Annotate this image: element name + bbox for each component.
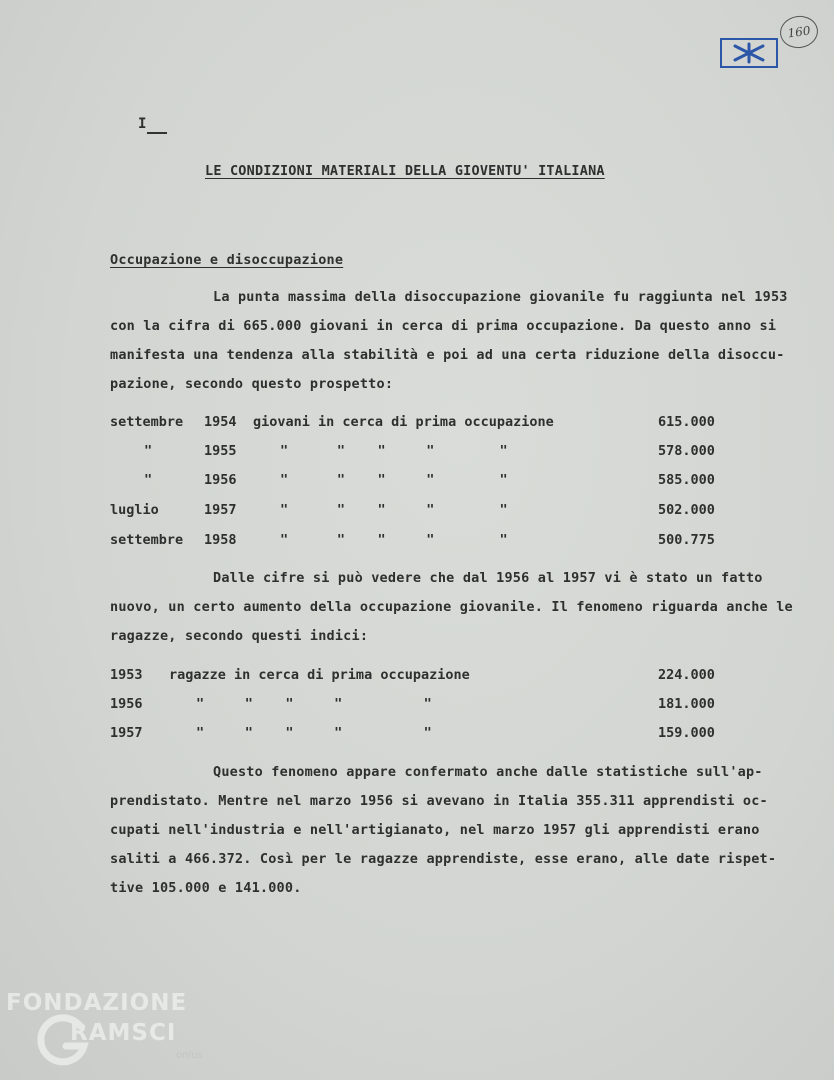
table-cell-desc: " " " " ": [280, 443, 508, 459]
page-number-stamp: 160: [778, 14, 820, 51]
paragraph-3: [110, 758, 790, 903]
watermark-line: onlus: [176, 1050, 203, 1061]
table-row: [110, 667, 720, 689]
paragraph-line: Questo fenomeno appare confermato anche dalle statistiche sull'ap-: [213, 764, 763, 780]
watermark-line: FONDAZIONE: [6, 990, 188, 1016]
table-cell-value: 224.000: [658, 667, 715, 683]
paragraph-line: saliti a 466.372. Così per le ragazze apprendiste, esse erano, alle date rispet-: [110, 851, 777, 867]
table-row: [110, 725, 720, 747]
table-cell-month: settembre: [110, 532, 184, 548]
asterisk-stamp-icon: [729, 42, 769, 64]
paragraph-line: cupati nell'industria e nell'artigianato, nel marzo 1957 gli apprendisti erano: [110, 822, 760, 838]
table-cell-desc: " " " " ": [280, 532, 508, 548]
paragraph-1: [110, 283, 790, 399]
fondazione-gramsci-watermark: [6, 990, 216, 1070]
table-cell-month: ": [144, 443, 153, 459]
section-heading: Occupazione e disoccupazione: [110, 252, 344, 268]
table-cell-value: 578.000: [658, 443, 715, 459]
table-cell-year: 1956: [204, 472, 237, 488]
table-cell-value: 159.000: [658, 725, 715, 741]
paragraph-line: pazione, secondo questo prospetto:: [110, 376, 394, 392]
document-title: LE CONDIZIONI MATERIALI DELLA GIOVENTU' ITALIANA: [205, 163, 605, 179]
table-cell-year: 1953: [110, 667, 143, 683]
table-cell-year: 1956: [110, 696, 143, 712]
table-cell-year: 1958: [204, 532, 237, 548]
table-cell-year: 1954: [204, 414, 237, 430]
table-cell-value: 585.000: [658, 472, 715, 488]
table-cell-desc: " " " " ": [280, 502, 508, 518]
table-cell-month: luglio: [110, 502, 159, 518]
paragraph-line: con la cifra di 665.000 giovani in cerca di prima occupazione. Da questo anno si: [110, 318, 777, 334]
table-cell-value: 181.000: [658, 696, 715, 712]
table-cell-year: 1957: [110, 725, 143, 741]
paragraph-line: Dalle cifre si può vedere che dal 1956 al 1957 vi è stato un fatto: [213, 570, 763, 586]
table-cell-year: 1955: [204, 443, 237, 459]
chapter-number: I: [138, 116, 147, 132]
table-cell-value: 500.775: [658, 532, 715, 548]
paragraph-line: nuovo, un certo aumento della occupazione giovanile. Il fenomeno riguarda anche le: [110, 599, 793, 615]
table-cell-value: 502.000: [658, 502, 715, 518]
table-cell-value: 615.000: [658, 414, 715, 430]
chapter-underline: [147, 132, 167, 134]
paragraph-line: tive 105.000 e 141.000.: [110, 880, 302, 896]
table-row: [110, 502, 720, 524]
table-row: [110, 696, 720, 718]
paragraph-line: ragazze, secondo questi indici:: [110, 628, 369, 644]
paragraph-line: manifesta una tendenza alla stabilità e poi ad una certa riduzione della disoccu-: [110, 347, 785, 363]
table-cell-desc: " " " " ": [196, 725, 432, 741]
table-cell-desc: " " " " ": [280, 472, 508, 488]
table-row: [110, 532, 720, 554]
table-cell-desc: giovani in cerca di prima occupazione: [253, 414, 554, 430]
table-row: [110, 472, 720, 494]
paragraph-2: [110, 564, 793, 651]
watermark-line: RAMSCI: [70, 1020, 177, 1046]
table-cell-month: ": [144, 472, 153, 488]
paragraph-line: prendistato. Mentre nel marzo 1956 si avevano in Italia 355.311 apprendisti oc-: [110, 793, 768, 809]
table-cell-desc: ragazze in cerca di prima occupazione: [169, 667, 470, 683]
table-row: [110, 414, 720, 436]
table-row: [110, 443, 720, 465]
table-cell-month: settembre: [110, 414, 184, 430]
archive-stamp: [720, 38, 778, 68]
paragraph-line: La punta massima della disoccupazione giovanile fu raggiunta nel 1953: [213, 289, 788, 305]
table-cell-year: 1957: [204, 502, 237, 518]
table-cell-desc: " " " " ": [196, 696, 432, 712]
